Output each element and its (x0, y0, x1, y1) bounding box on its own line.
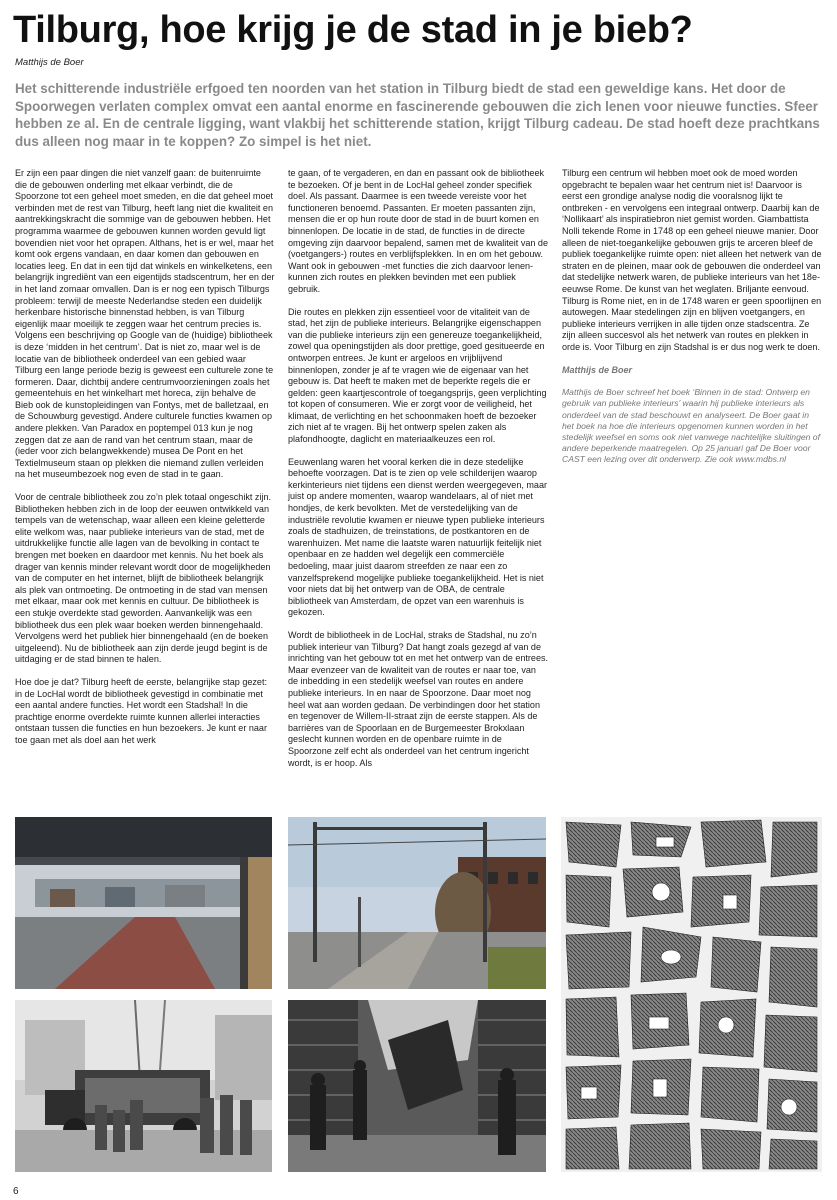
page-number: 6 (13, 1186, 19, 1197)
paragraph: Hoe doe je dat? Tilburg heeft de eerste, belangrijke stap gezet: in de LocHal wordt de bibliotheek gevestigd in combinatie met een aantal andere functies. Het wordt een Stadshal! In die prachtige enorme overdekte ruimte kunnen allerlei interacties ontstaan tussen die functies en hun bezoekers. Je kunt er naar toe gaan met als doel aan het werk (15, 676, 267, 745)
article-title: Tilburg, hoe krijg je de stad in je bieb? (13, 9, 693, 51)
paragraph: Voor de centrale bibliotheek zou zo’n plek totaal ongeschikt zijn. Bibliotheken hebben zich in de loop der eeuwen ontwikkeld van tempels van de wetenschap, waar alleen een kleine geletterde elite welkom was, naar publieke interieurs van de stad, met de uitdrukkelijke functie alle lagen van de bevolking in contact te brengen met boeken en daardoor met kennis. Nu het boek als drager van kennis minder relevant wordt door de mogelijkheden van de computer en het internet, blijft de bibliotheek belangrijk als plek van ontmoeting. De ontmoeting in de stad van mensen met elkaar, maar ook met kennis en cultuur. De bibliotheek is een stukje overdekte stad geworden. Aanvankelijk was een bibliotheek dus een plek waar boeken werden binnengehaald. Vervolgens werd het publiek hier binnengehaald (en de boeken uitgeleend). Nu de bibliotheek aan zijn derde jeugd begint is de uitdaging er de stad binnen te halen. (15, 492, 271, 665)
photo-bookmobile-children (15, 1000, 272, 1172)
paragraph: Die routes en plekken zijn essentieel voor de vitaliteit van de stad, het zijn de publieke interieurs. Belangrijke eigenschappen van die publieke interieurs zijn een genereuze toegankelijkheid, zowel qua openingstijden als door prettige, goed gesitueerde en ontworpen entrees. Je kunt er argeloos en vrijblijvend binnenlopen, zonder je af te vragen wie de eigenaar van het gebouw is. Dat heeft te maken met de beperkte regels die er gelden: geen kaartjescontrole of toegangsprijs, geen verplichting tot kopen of consumeren. Wie er zorgt voor de veiligheid, het klimaat, de verlichting en het schoonmaken hoeft de bezoeker zich niet af te vragen. Bij het ontwerp spelen zaken als plafondhoogte, daglicht en materiaalkeuzes een rol. (288, 306, 547, 445)
article-author: Matthijs de Boer (15, 57, 84, 68)
photo-station-underpass (15, 817, 272, 989)
paragraph: Tilburg een centrum wil hebben moet ook de moed worden opgebracht te bepalen waar het centrum niet is! Daarvoor is eerst een grondige analyse nodig die vooralsnog lijkt te ontbreken - en vervolgens een integraal ontwerp. Daarbij kan de ‘Nollikaart’ als inspiratiebron niet gemist worden. Giambattista Nolli tekende Rome in 1748 op een geheel nieuwe manier. Door alleen de niet-toegankelijke gebouwen grijs te arceren bleef de publiek toegankelijke ruimte open: niet alleen het netwerk van de straten en de pleinen, maar ook de gebouwen die onderdeel van dat stedelijke netwerk waren, de publieke interieurs van het 18e-eeuwse Rome. De kunst van het weglaten. Briljante eenvoud. Tilburg is Rome niet, en in de 1748 waren er geen spoorlijnen en autowegen. Maar stedelingen zijn en blijven voetgangers, en publieke interieurs verrijken in alle tijden onze stadscentra. Ze zijn alleen succesvol als het netwerk van routes en plekken in orde is. Voor Tilburg en zijn Stadshal is er dus nog werk te doen. (562, 168, 822, 352)
paragraph: te gaan, of te vergaderen, en dan en passant ook de bibliotheek te bezoeken. Of je bent in de LocHal geheel zonder specifiek doel. Als passant. Daarmee is een tweede vereiste voor het functioneren benoemd. Passanten. Er moeten passanten zijn, mensen die er op hun route door de stad in de buurt komen en binnenlopen. De locatie in de stad, de functies in de directe omgeving zijn daarvoor bepalend, samen met de kwaliteit van de (voetgangers-) routes en verblijfsplekken. In en om het gebouw. Want ook in gebouwen -met functies die zich daarvoor lenen- kunnen zich routes en plekken bevinden met een publiek gebruik. (288, 168, 548, 294)
text-column-1 (15, 168, 275, 758)
paragraph: Er zijn een paar dingen die niet vanzelf gaan: de buitenruimte die de gebouwen onderling met elkaar verbindt, die de Spoorzone tot een geheel moet smeden, en die dat geheel moet verbinden met de rest van Tilburg, heeft lang niet die kwaliteit en aantrekkingskracht die sommige van de gebouwen hebben. Het programma waarmee de gebouwen kunnen worden gevuld ligt bovendien niet voor het oprapen. Althans, het is er wel, maar het komt ook ergens vandaan, en daar komen dan gebouwen en locaties leeg. En dat in een tijd dat winkels en winkelketens, een belangrijk ingrediënt van een eigentijds stadscentrum, her en der in het land zomaar omvallen. Dan is er nog een typisch Tilburgs probleem: terwijl de meeste Nederlandse steden een duidelijk herkenbare historische binnenstad hebben, is van Tilburg eigenlijk maar moeilijk te zeggen waar het centrum precies is. Volgens een beschrijving op Google van de (huidige) bibliotheek is deze ‘midden in het centrum’. Dat is niet zo, maar wel is de locatie van de bibliotheek onderdeel van een gebied waar Tilburg een lange periode bezig is geweest een culturele zone te formeren. Daar, dichtbij andere centrumvoorzieningen zoals het gemeentehuis en het winkelhart met horeca, zijn behalve de Bieb ook de kunstopleidingen van Fontys, met de balletzaal, en de Schouwburg gevestigd. Andere culturele functies kwamen op andere plekken. Van Paradox en poptempel 013 kun je nog zeggen dat ze aan de rand van het centrum staan, maar de (ieder voor zich belangwekkende) musea De Pont en het Textielmuseum staan op plekken die niemand zullen verleiden na het museumbezoek nog even de stad in te gaan. (15, 168, 275, 480)
bio-author-name: Matthijs de Boer (562, 364, 633, 375)
bio-text: Matthijs de Boer schreef het boek ‘Binnen in de stad: Ontwerp en gebruik van publieke interieurs’ waarin hij publieke interieurs als onderdeel van de stad beschouwt en analyseert. De Boer gaat in het boek na hoe die interieurs opgenomen kunnen worden in het stedelijk weefsel en soms ook niet vanwege nachtelijke sluitingen of andere beperkende maatregelen. Op 25 januari gaf De Boer voor CAST een lezing over dit onderwerp. Zie ook www.mdbs.nl (562, 387, 820, 465)
text-column-2 (288, 168, 548, 780)
paragraph: Eeuwenlang waren het vooral kerken die in deze stedelijke behoefte voorzagen. Dat is te zien op vele schilderijen waarop kerkinterieurs niet tijdens een dienst werden weergegeven, maar juist op andere momenten, waarop wandelaars, al of niet met hondjes, de kerk bevolkten. Met de verstedelijking van de industriële revolutie kwamen er nieuwe typen publieke interieurs zoals de stadhuizen, de treinstations, de postkantoren en de warenhuizen. Met name die laatste waren natuurlijk feitelijk niet openbaar en ze hadden wel degelijk een commerciële bedoeling, maar juist daarom streefden ze naar een zo vanzelfsprekend mogelijke publieke toegankelijkheid. Het is niet voor niets dat bij het ontwerp van de OBA, de centrale bibliotheek van Amsterdam, de opzet van een warenhuis is gekozen. (288, 456, 547, 618)
photo-bombed-library (288, 1000, 546, 1172)
photo-nolli-map-rome (561, 817, 822, 1172)
text-column-3 (562, 168, 822, 477)
photo-rail-yard-street (288, 817, 546, 989)
article-lead: Het schitterende industriële erfgoed ten noorden van het station in Tilburg biedt de stad een geweldige kans. Het door de Spoorwegen verlaten complex omvat een aantal enorme en fascinerende gebouwen die zich lenen voor nieuwe functies. Sfeer hebben ze al. En de centrale ligging, want vlakbij het schitterende station, krijgt Tilburg cadeau. De stad hoeft deze prachtkans dus alleen nog maar in te koppen? Zo simpel is het niet. (15, 81, 820, 149)
paragraph: Wordt de bibliotheek in de LocHal, straks de Stadshal, nu zo’n publiek interieur van Tilburg? Dat hangt zoals gezegd af van de inrichting van het gebouw tot en met het ontwerp van de entrees. Maar evenzeer van de kwaliteit van de routes er naar toe, van de inbedding in een stedelijk weefsel van routes en andere publieke interieurs. In en naar de Spoorzone. Daar moet nog heel wat aan worden gedaan. De verbindingen door het station en tegenover de Willem-II-straat zijn de eerste stappen. Als de barrières van de Spoorlaan en de Burgemeester Brokxlaan geslecht kunnen worden en de openbare ruimte in de Spoorzone zelf echt als onderdeel van het centrum ingericht wordt, is er hoop. Als (288, 629, 549, 768)
